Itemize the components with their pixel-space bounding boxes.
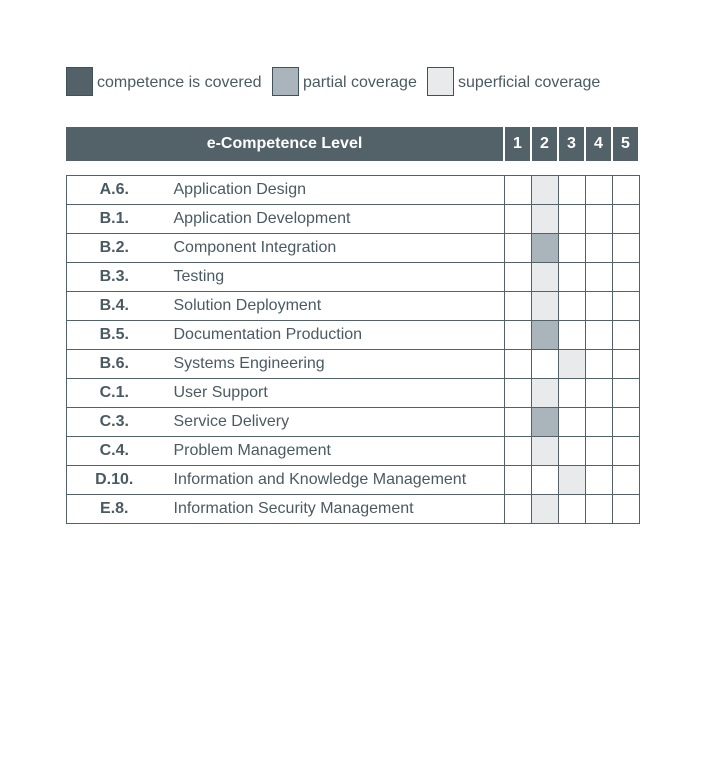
- level-1-cell: [505, 263, 532, 292]
- level-2-cell: [532, 495, 559, 524]
- level-2-cell: [532, 292, 559, 321]
- level-5-cell: [613, 350, 640, 379]
- level-3-cell: [559, 234, 586, 263]
- legend-label-partial: partial coverage: [303, 74, 417, 91]
- table-row: [67, 176, 640, 205]
- level-4-cell: [586, 234, 613, 263]
- table-row: [67, 379, 640, 408]
- competence-code: B.4.: [67, 292, 162, 321]
- level-3-cell: [559, 292, 586, 321]
- table-row: [67, 408, 640, 437]
- level-4-cell: [586, 350, 613, 379]
- level-3-cell: [559, 379, 586, 408]
- competence-name: Component Integration: [162, 234, 505, 263]
- level-2-cell: [532, 176, 559, 205]
- table-row: [67, 321, 640, 350]
- level-3-cell: [559, 408, 586, 437]
- level-3-cell: [559, 466, 586, 495]
- legend-label-superficial: superficial coverage: [458, 74, 601, 91]
- level-5-cell: [613, 234, 640, 263]
- table-row: [67, 437, 640, 466]
- level-5-cell: [613, 176, 640, 205]
- level-header-5: 5: [613, 127, 638, 161]
- level-1-cell: [505, 408, 532, 437]
- level-3-cell: [559, 176, 586, 205]
- level-4-cell: [586, 263, 613, 292]
- table-row: [67, 350, 640, 379]
- competence-name: Information and Knowledge Management: [162, 466, 505, 495]
- level-4-cell: [586, 408, 613, 437]
- level-4-cell: [586, 205, 613, 234]
- level-4-cell: [586, 321, 613, 350]
- competence-code: B.3.: [67, 263, 162, 292]
- level-5-cell: [613, 437, 640, 466]
- level-1-cell: [505, 495, 532, 524]
- level-5-cell: [613, 495, 640, 524]
- level-3-cell: [559, 437, 586, 466]
- level-4-cell: [586, 495, 613, 524]
- competence-code: B.2.: [67, 234, 162, 263]
- level-5-cell: [613, 263, 640, 292]
- level-header-3: 3: [559, 127, 584, 161]
- level-3-cell: [559, 205, 586, 234]
- competence-code: C.1.: [67, 379, 162, 408]
- partial-swatch: [272, 67, 299, 96]
- legend-label-covered: competence is covered: [97, 74, 262, 91]
- competence-name: Application Development: [162, 205, 505, 234]
- level-1-cell: [505, 234, 532, 263]
- competence-name: Service Delivery: [162, 408, 505, 437]
- level-5-cell: [613, 408, 640, 437]
- level-5-cell: [613, 205, 640, 234]
- competence-code: B.5.: [67, 321, 162, 350]
- competence-name: Application Design: [162, 176, 505, 205]
- level-4-cell: [586, 379, 613, 408]
- level-3-cell: [559, 263, 586, 292]
- level-3-cell: [559, 321, 586, 350]
- table-row: [67, 466, 640, 495]
- level-header-1: 1: [505, 127, 530, 161]
- level-5-cell: [613, 466, 640, 495]
- competence-code: A.6.: [67, 176, 162, 205]
- table-row: [67, 205, 640, 234]
- table-row: [67, 495, 640, 524]
- level-5-cell: [613, 321, 640, 350]
- competence-code: B.1.: [67, 205, 162, 234]
- table-row: [67, 234, 640, 263]
- level-1-cell: [505, 292, 532, 321]
- competence-name: Problem Management: [162, 437, 505, 466]
- table-row: [67, 263, 640, 292]
- level-4-cell: [586, 292, 613, 321]
- competence-name: Information Security Management: [162, 495, 505, 524]
- level-4-cell: [586, 437, 613, 466]
- level-4-cell: [586, 466, 613, 495]
- level-2-cell: [532, 321, 559, 350]
- level-2-cell: [532, 205, 559, 234]
- level-2-cell: [532, 234, 559, 263]
- level-header-4: 4: [586, 127, 611, 161]
- level-header-2: 2: [532, 127, 557, 161]
- table-row: [67, 292, 640, 321]
- competence-table-body: [67, 176, 640, 524]
- header-title: e-Competence Level: [66, 127, 503, 161]
- competence-name: User Support: [162, 379, 505, 408]
- competence-code: C.4.: [67, 437, 162, 466]
- competence-name: Solution Deployment: [162, 292, 505, 321]
- level-1-cell: [505, 205, 532, 234]
- covered-swatch: [66, 67, 93, 96]
- competence-code: E.8.: [67, 495, 162, 524]
- level-2-cell: [532, 408, 559, 437]
- level-2-cell: [532, 437, 559, 466]
- level-1-cell: [505, 466, 532, 495]
- superficial-swatch: [427, 67, 454, 96]
- level-1-cell: [505, 176, 532, 205]
- level-2-cell: [532, 350, 559, 379]
- level-2-cell: [532, 379, 559, 408]
- level-3-cell: [559, 350, 586, 379]
- competence-name: Systems Engineering: [162, 350, 505, 379]
- level-5-cell: [613, 379, 640, 408]
- competence-name: Documentation Production: [162, 321, 505, 350]
- level-2-cell: [532, 263, 559, 292]
- level-3-cell: [559, 495, 586, 524]
- competence-code: B.6.: [67, 350, 162, 379]
- level-1-cell: [505, 437, 532, 466]
- competence-name: Testing: [162, 263, 505, 292]
- level-4-cell: [586, 176, 613, 205]
- competence-table: [66, 175, 640, 524]
- level-1-cell: [505, 321, 532, 350]
- level-1-cell: [505, 379, 532, 408]
- competence-code: D.10.: [67, 466, 162, 495]
- level-5-cell: [613, 292, 640, 321]
- level-2-cell: [532, 466, 559, 495]
- competence-code: C.3.: [67, 408, 162, 437]
- level-1-cell: [505, 350, 532, 379]
